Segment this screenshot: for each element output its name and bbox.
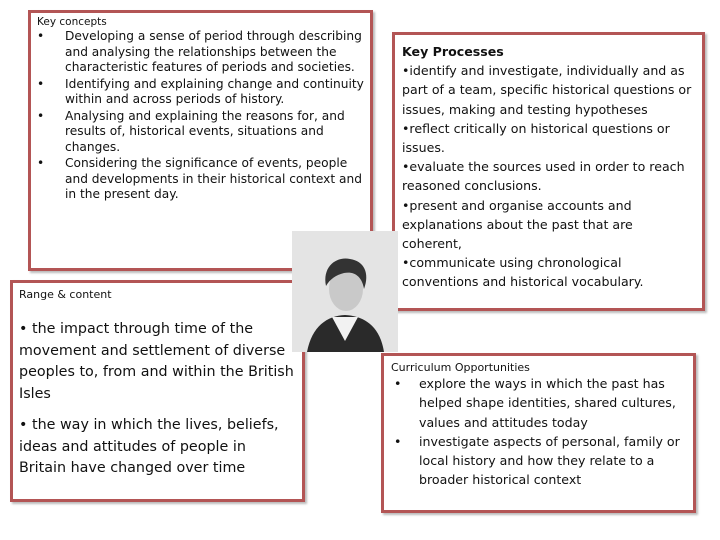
list-item: • Considering the significance of events, people and developments in their historical context and in the present day. <box>37 156 364 203</box>
curriculum-opportunities-box <box>381 353 696 513</box>
list-item: • Analysing and explaining the reasons for, and results of, historical events, situations and changes. <box>37 109 364 156</box>
curriculum-title: Curriculum Opportunities <box>391 361 530 374</box>
list-item: • investigate aspects of personal, family or local history and how they relate to a broader historical context <box>391 432 686 490</box>
key-concepts-title: Key concepts <box>37 16 107 28</box>
list-item: • the way in which the lives, beliefs, ideas and attitudes of people in Britain have changed over time <box>19 417 279 476</box>
list-item: • explore the ways in which the past has helped shape identities, shared cultures, values and attitudes today <box>391 374 686 432</box>
key-processes-title: Key Processes <box>402 44 504 59</box>
list-item: •identify and investigate, individually and as part of a team, specific historical questions or issues, making and testing hypotheses <box>402 63 692 117</box>
range-content-box <box>10 280 305 502</box>
list-item: •present and organise accounts and explanations about the past that are coherent, <box>402 197 633 252</box>
range-content-title: Range & content <box>19 288 112 301</box>
list-item: •communicate using chronological conventions and historical vocabulary. <box>402 255 644 290</box>
key-processes-box <box>392 32 705 311</box>
portrait-image <box>292 231 398 352</box>
list-item: • Developing a sense of period through describing and analysing the relationships between the characteristic features of periods and societies. <box>37 29 364 76</box>
list-item: •reflect critically on historical questions or issues. <box>402 120 670 156</box>
list-item: • Identifying and explaining change and continuity within and across periods of history. <box>37 77 364 108</box>
list-item: •evaluate the sources used in order to reach reasoned conclusions. <box>402 159 685 194</box>
list-item: • the impact through time of the movement and settlement of diverse peoples to, from and within the British Isles <box>19 321 294 402</box>
